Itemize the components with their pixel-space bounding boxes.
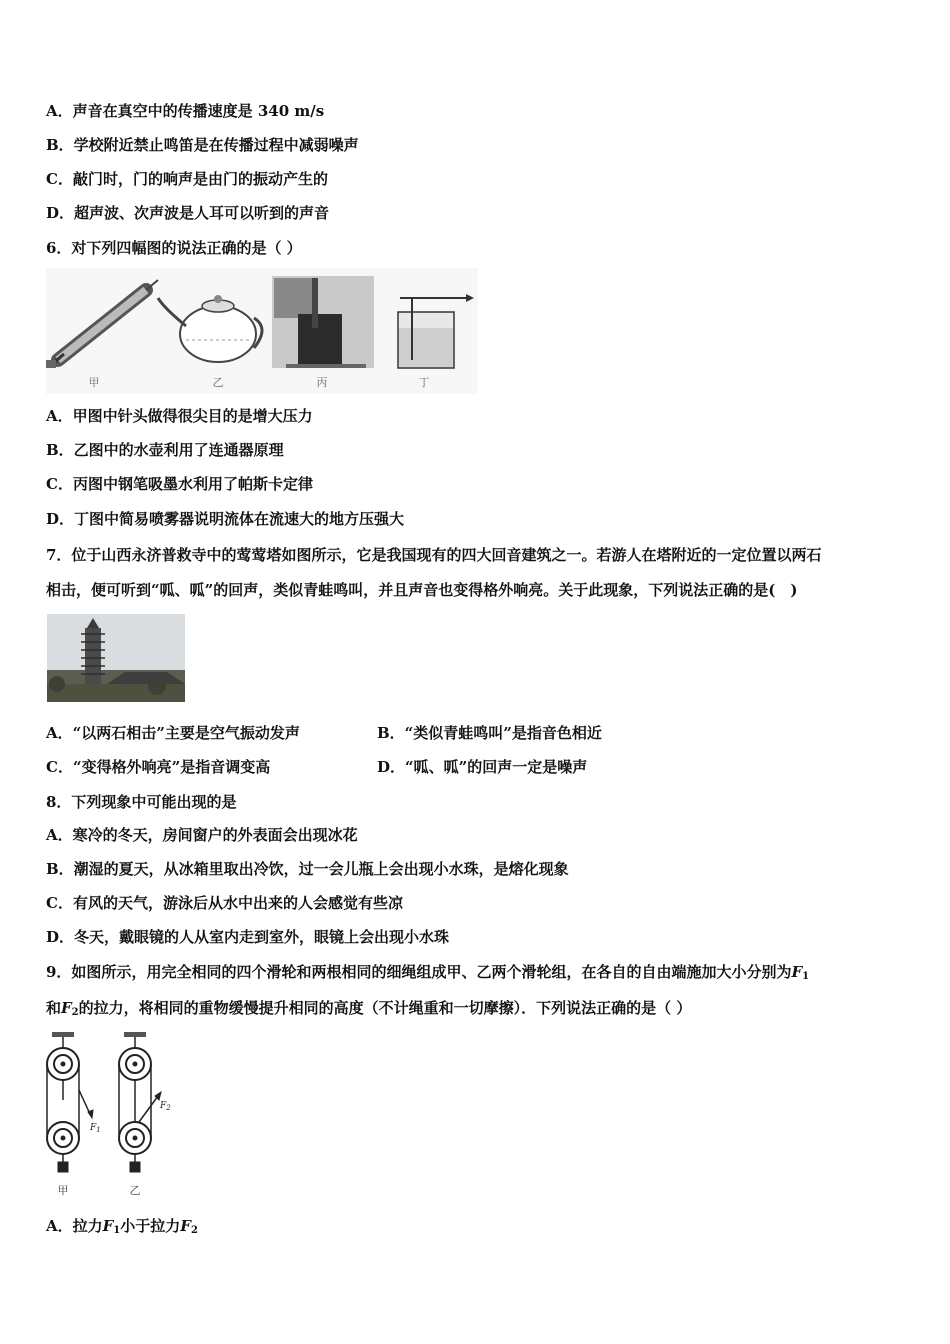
q7-option-a: A．“以两石相击”主要是空气振动发声 — [46, 724, 300, 742]
q8-option-d: D．冬天，戴眼镜的人从室内走到室外，眼镜上会出现小水珠 — [46, 928, 450, 946]
q9-f2-symbol: F — [61, 999, 72, 1017]
q8-option-c: C．有风的天气，游泳后从水中出来的人会感觉有些凉 — [46, 894, 403, 912]
q9-f1-subscript: 1 — [802, 971, 810, 982]
q9-option-a-f1: F — [102, 1217, 114, 1235]
q5-option-c: C．敲门时，门的响声是由门的振动产生的 — [46, 170, 328, 188]
q9-option-a — [46, 1216, 198, 1241]
fig-label-yi: 乙 — [212, 376, 224, 389]
q7-stem-line1: 7．位于山西永济普救寺中的莺莺塔如图所示，它是我国现有的四大回音建筑之一。若游人在塔附近的一定位置以两石 — [46, 546, 822, 564]
q5-option-a: A．声音在真空中的传播速度是 340 m/s — [46, 102, 325, 120]
q7-option-b: B．“类似青蛙鸣叫”是指音色相近 — [377, 724, 602, 742]
q9-stem-text1: 9．如图所示，用完全相同的四个滑轮和两根相同的细绳组成甲、乙两个滑轮组，在各自的自由端施加大小分别为 — [46, 963, 792, 981]
q9-option-a-text1: A．拉力 — [46, 1217, 103, 1235]
q9-option-a-f2: F — [180, 1217, 191, 1235]
pulley-system-jia — [47, 1032, 93, 1172]
pen-ink-image — [272, 276, 374, 368]
q9-option-a-text2: 小于拉力 — [120, 1217, 181, 1235]
q8-option-a: A．寒冷的冬天，房间窗户的外表面会出现冰花 — [46, 826, 358, 844]
q8-stem: 8．下列现象中可能出现的是 — [46, 793, 237, 811]
q9-stem-line1 — [46, 962, 809, 987]
fig-label-jia: 甲 — [88, 376, 100, 389]
q9-stem-text3: 的拉力，将相同的重物缓慢提升相同的高度（不计绳重和一切摩擦）．下列说法正确的是（ ） — [78, 999, 692, 1017]
q9-f1-symbol: F — [791, 963, 803, 981]
q6-option-d: D．丁图中简易喷雾器说明流体在流速大的地方压强大 — [46, 510, 405, 528]
q9-f2-subscript: 2 — [71, 1007, 79, 1018]
fig-label-bing: 丙 — [316, 376, 328, 389]
q5-option-d: D．超声波、次声波是人耳可以听到的声音 — [46, 204, 330, 222]
q6-option-c: C．丙图中钢笔吸墨水利用了帕斯卡定律 — [46, 475, 313, 493]
q9-stem-line2 — [46, 998, 691, 1023]
q5-option-b: B．学校附近禁止鸣笛是在传播过程中减弱噪声 — [46, 136, 359, 154]
pulley-system-yi — [119, 1032, 161, 1172]
q8-option-b: B．潮湿的夏天，从冰箱里取出冷饮，过一会儿瓶上会出现小水珠，是熔化现象 — [46, 860, 569, 878]
q9-stem-text2: 和 — [46, 999, 62, 1017]
fig-label-ding: 丁 — [418, 376, 430, 389]
q6-figure — [46, 268, 478, 394]
force-label-f2: $F_2$ — [160, 1101, 171, 1112]
q9-option-a-sub2: 2 — [190, 1225, 198, 1236]
fig-label-jia: 甲 — [57, 1184, 69, 1197]
q9-option-a-sub1: 1 — [113, 1225, 121, 1236]
q6-stem: 6．对下列四幅图的说法正确的是（ ） — [46, 239, 302, 257]
q6-option-a: A．甲图中针头做得很尖目的是增大压力 — [46, 407, 313, 425]
pagoda-photo — [47, 614, 185, 702]
q7-option-d: D．“呱、呱”的回声一定是噪声 — [377, 758, 588, 776]
q7-option-c: C．“变得格外响亮”是指音调变高 — [46, 758, 271, 776]
fig-label-yi: 乙 — [129, 1184, 141, 1197]
pulley-figure — [40, 1030, 190, 1200]
force-label-f1: $F_1$ — [90, 1123, 101, 1134]
q6-option-b: B．乙图中的水壶利用了连通器原理 — [46, 441, 284, 459]
q7-stem-line2: 相击，便可听到“呱、呱”的回声，类似青蛙鸣叫，并且声音也变得格外响亮。关于此现象，下列说法正确的是( ) — [46, 581, 798, 599]
